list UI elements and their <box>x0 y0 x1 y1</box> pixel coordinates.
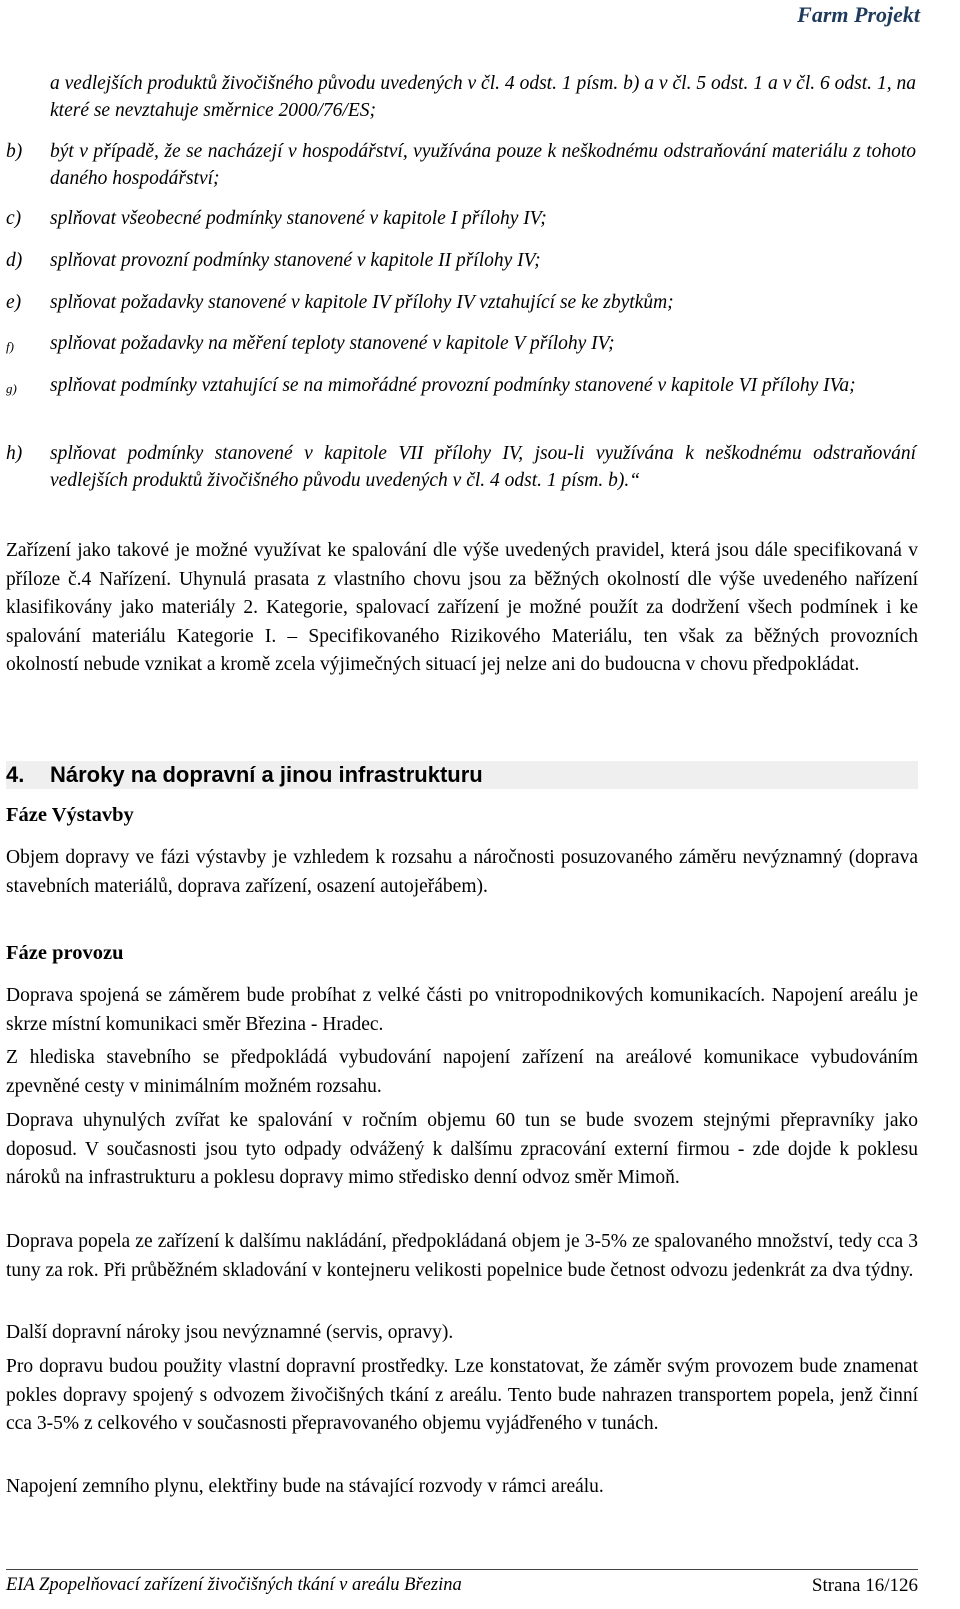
list-item-text: splňovat požadavky stanovené v kapitole IV přílohy IV vztahující se ke zbytkům; <box>50 292 674 313</box>
operation-paragraph: Doprava popela ze zařízení k dalšímu nakládání, předpokládaná objem je 3-5% ze spalovaného množství, tedy cca 3 tuny za rok. Při průběžném skladování v kontejneru velikosti popelnice bude četnost odvozu jedenkrát za dva týdny. <box>6 1231 918 1281</box>
operation-paragraph: Z hlediska stavebního se předpokládá vybudování napojení zařízení na areálové komunikace vybudováním zpevněné cesty v minimálním možném rozsahu. <box>6 1047 918 1097</box>
footer-page-number: Strana 16/126 <box>811 1575 918 1596</box>
list-item-e <box>6 289 916 316</box>
phase-build-text: Objem dopravy ve fázi výstavby je vzhledem k rozsahu a náročnosti posuzovaného záměru nevýznamný (doprava stavebních materiálů, doprava zařízení, osazení autojeřábem). <box>6 847 918 897</box>
list-item-label: g) <box>6 381 17 396</box>
section-number: 4. <box>6 762 25 787</box>
list-item-text: splňovat podmínky vztahující se na mimořádné provozní podmínky stanovené v kapitole VI přílohy IVa; <box>50 375 856 396</box>
list-item-text: splňovat všeobecné podmínky stanovené v kapitole I přílohy IV; <box>50 208 547 229</box>
phase-build-title: Fáze Výstavby <box>6 804 134 826</box>
operation-paragraph: Pro dopravu budou použity vlastní dopravní prostředky. Lze konstatovat, že záměr svým provozem bude znamenat pokles dopravy spojený s odvozem živočišných tkání z areálu. Tento bude nahrazen transportem popela, jenž činní cca 3-5% z celkového v současnosti přepravovaného objemu vyjádřeného v tunách. <box>6 1356 918 1434</box>
operation-paragraph: Napojení zemního plynu, elektřiny bude na stávající rozvody v rámci areálu. <box>6 1476 604 1497</box>
list-item-g <box>6 372 916 399</box>
section-heading <box>6 761 918 789</box>
list-item-c <box>6 205 916 232</box>
section-title: Nároky na dopravní a jinou infrastrukturu <box>50 762 483 787</box>
operation-paragraph: Doprava uhynulých zvířat ke spalování v ročním objemu 60 tun se bude svozem stejnými přepravníky jako doposud. V současnosti jsou tyto odpady odvážený k dalšímu zpracování externí firmou - zde dojde k poklesu nároků na infrastrukturu a poklesu dopravy mimo středisko denní odvoz směr Mimoň. <box>6 1110 918 1188</box>
list-item-label: f) <box>6 339 14 354</box>
list-item-d <box>6 247 916 274</box>
operation-paragraph: Doprava spojená se záměrem bude probíhat z velké části po vnitropodnikových komunikacích. Napojení areálu je skrze místní komunikaci směr Březina - Hradec. <box>6 985 918 1035</box>
operation-paragraph: Další dopravní nároky jsou nevýznamné (servis, opravy). <box>6 1322 454 1343</box>
list-item-b <box>6 138 916 192</box>
list-item-text: splňovat provozní podmínky stanovené v kapitole II přílohy IV; <box>50 250 541 271</box>
list-item-text: splňovat požadavky na měření teploty stanovené v kapitole V přílohy IV; <box>50 333 615 354</box>
list-item-h <box>6 440 916 494</box>
list-item-label: d) <box>6 250 23 271</box>
list-item-text: splňovat podmínky stanovené v kapitole VII přílohy IV, jsou-li využívána k neškodnému odstraňování vedlejších produktů živočišného původu uvedených v čl. 4 odst. 1 písm. b).“ <box>50 443 916 491</box>
list-item-f <box>6 330 916 357</box>
list-item-label: b) <box>6 141 23 162</box>
list-item-label: h) <box>6 443 23 464</box>
list-continuation-text: a vedlejších produktů živočišného původu uvedených v čl. 4 odst. 1 písm. b) a v čl. 5 odst. 1 a v čl. 6 odst. 1, na které se nevztahuje směrnice 2000/76/ES; <box>50 73 916 121</box>
intro-paragraph: Zařízení jako takové je možné využívat ke spalování dle výše uvedených pravidel, která jsou dále specifikovaná v příloze č.4 Nařízení. Uhynulá prasata z vlastního chovu jsou za běžných okolností dle výše uvedeného nařízení klasifikovány jako materiály 2. Kategorie, spalovací zařízení je možné použít za dodržení všech podmínek i ke spalování materiálu Kategorie I. – Specifikovaného Rizikového Materiálu, ten však za běžných provozních okolností nebude vznikat a kromě zcela výjimečných situací jej nelze ani do budoucna v chovu předpokládat. <box>6 540 918 675</box>
phase-operation-title: Fáze provozu <box>6 942 124 964</box>
list-item-text: být v případě, že se nacházejí v hospodářství, využívána pouze k neškodnému odstraňování materiálu z tohoto daného hospodářství; <box>50 141 916 189</box>
footer-rule <box>6 1569 918 1570</box>
footer <box>6 1575 918 1596</box>
list-item-label: c) <box>6 208 22 229</box>
header-company: Farm Projekt <box>797 2 920 27</box>
list-item-label: e) <box>6 292 22 313</box>
footer-document-title: EIA Zpopelňovací zařízení živočišných tkání v areálu Březina <box>6 1575 462 1595</box>
list-continuation <box>6 70 916 124</box>
